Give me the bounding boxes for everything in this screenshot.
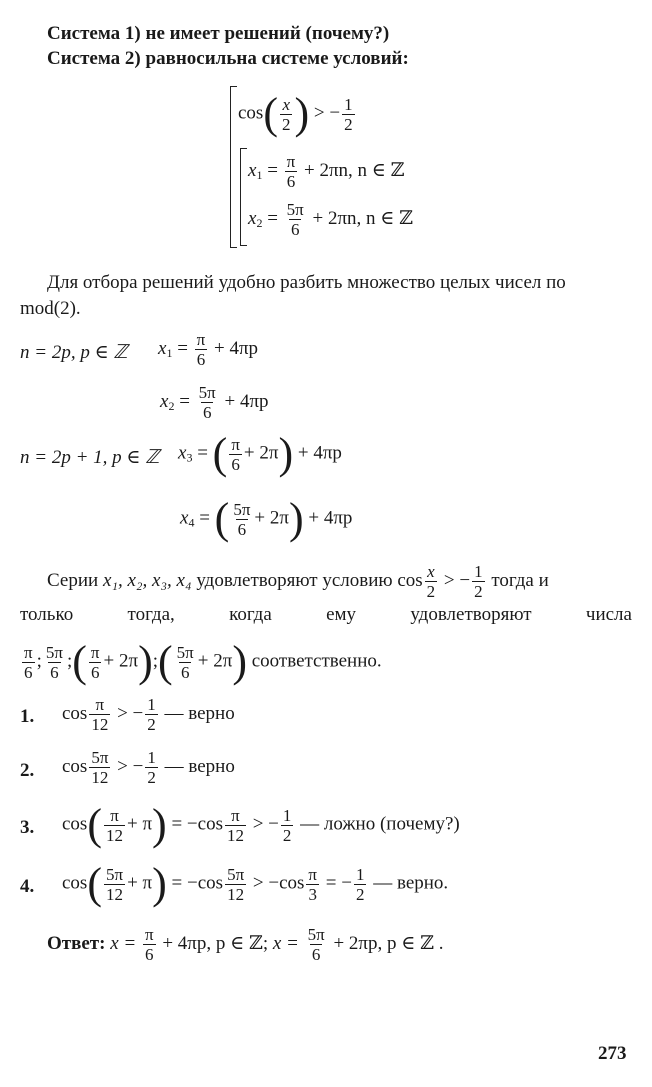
system-inner-bracket <box>240 148 241 246</box>
mod-2-text: mod(2). <box>20 298 81 319</box>
check-3-expression: cos( $\frac{\pi}{12}$ + π) = −cos $\frac{\pi}{12}$ > − $\frac{1}{2}$ — ложно (почему?) <box>62 800 460 849</box>
paragraph-mod-split: Для отбора решений удобно разбить множество целых чисел по <box>47 272 566 293</box>
case-odd-x3: $x_3$ = ( $\frac{\pi}{6}$ + 2π) + 4πp <box>178 429 342 478</box>
check-3-number: 3. <box>20 817 35 838</box>
series-condition-line: Серии x₁, x₂, x₃, x₄ удовлетворяют условию cos $\frac{x}{2}$ > − $\frac{1}{2}$ тогда и <box>47 562 549 601</box>
check-1-number: 1. <box>20 706 35 727</box>
page-number: 273 <box>598 1043 627 1064</box>
case-even-x2: $x_2$ = $\frac{5\pi}{6}$ + 4πp <box>160 383 269 422</box>
numbers-list-line: $\frac{\pi}{6}$ ; $\frac{5\pi}{6}$ ;( $\frac{\pi}{6}$ + 2π);( $\frac{5\pi}{6}$ + 2π) соответственно. <box>24 637 382 686</box>
header-line-2: Система 2) равносильна системе условий: <box>47 48 409 69</box>
system-x2-series: $x_2$ = $\frac{5\pi}{6}$ + 2πn, n ∈ ℤ <box>248 200 413 239</box>
system-cos-condition: cos( $\frac{x}{2}$ ) > − $\frac{1}{2}$ <box>238 89 353 138</box>
check-4-number: 4. <box>20 876 35 897</box>
case-odd-x4: $x_4$ = ( $\frac{5\pi}{6}$ + 2π) + 4πp <box>180 494 353 543</box>
check-1-expression: cos $\frac{\pi}{12}$ > − $\frac{1}{2}$ — верно <box>62 695 235 734</box>
only-when-line: только тогда, когда ему удовлетворяют числа <box>20 604 632 625</box>
case-even-condition: n = 2p, p ∈ ℤ <box>20 342 128 363</box>
system-outer-brace <box>230 86 231 248</box>
check-4-expression: cos( $\frac{5\pi}{12}$ + π) = −cos $\frac{5\pi}{12}$ > −cos $\frac{\pi}{3}$ = − $\frac{1}{2}$ — верно. <box>62 859 449 908</box>
case-even-x1: $x_1$ = $\frac{\pi}{6}$ + 4πp <box>158 330 259 369</box>
check-2-number: 2. <box>20 760 35 781</box>
header-line-1: Система 1) не имеет решений (почему?) <box>47 23 390 44</box>
check-2-expression: cos $\frac{5\pi}{12}$ > − $\frac{1}{2}$ — верно <box>62 748 235 787</box>
answer-line: Ответ: x = $\frac{\pi}{6}$ + 4πp, p ∈ ℤ; x = $\frac{5\pi}{6}$ + 2πp, p ∈ ℤ . <box>47 925 444 964</box>
system-x1-series: $x_1$ = $\frac{\pi}{6}$ + 2πn, n ∈ ℤ <box>248 152 405 191</box>
case-odd-condition: n = 2p + 1, p ∈ ℤ <box>20 447 160 468</box>
